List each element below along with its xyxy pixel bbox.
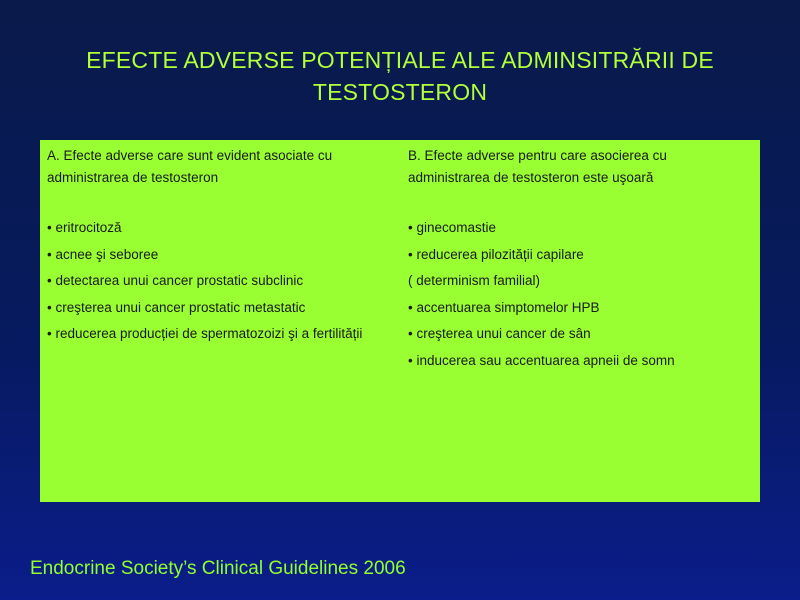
column-b-list xyxy=(408,215,753,374)
slide-title xyxy=(0,44,800,108)
list-item: • detectarea unui cancer prostatic subclinic xyxy=(47,273,304,288)
list-item: • reducerea pilozității capilare xyxy=(408,246,584,262)
column-b-header xyxy=(408,145,753,189)
list-item: • inducerea sau accentuarea apneii de somn xyxy=(408,352,675,368)
column-b xyxy=(408,145,753,374)
column-b-header-line-2: administrarea de testosteron este uşoară xyxy=(408,170,654,185)
column-a xyxy=(47,145,399,348)
list-item: • creşterea unui cancer de sân xyxy=(408,326,591,341)
column-a-header-line-1: A. Efecte adverse care sunt evident asociate cu xyxy=(47,148,333,163)
column-a-header-line-2: administrarea de testosteron xyxy=(47,170,219,185)
list-item: • acnee şi seboree xyxy=(47,246,159,262)
column-a-list xyxy=(47,215,399,348)
footer-citation: Endocrine Society’s Clinical Guidelines 2006 xyxy=(30,558,406,579)
slide-title-line-2: TESTOSTERON xyxy=(312,79,488,105)
list-item: • creşterea unui cancer prostatic metastatic xyxy=(47,299,306,315)
column-a-header xyxy=(47,145,399,189)
list-item: • accentuarea simptomelor HPB xyxy=(408,299,600,315)
list-item: • eritrocitoză xyxy=(47,220,122,235)
adverse-effects-panel xyxy=(40,140,760,502)
slide-title-line-1: EFECTE ADVERSE POTENȚIALE ALE ADMINSITRĂRII DE xyxy=(86,47,714,73)
list-item: • ginecomastie xyxy=(408,220,497,235)
list-item: • reducerea producției de spermatozoizi şi a fertilității xyxy=(47,326,363,341)
column-b-header-line-1: B. Efecte adverse pentru care asocierea cu xyxy=(408,148,667,163)
list-item: ( determinism familial) xyxy=(408,273,541,288)
